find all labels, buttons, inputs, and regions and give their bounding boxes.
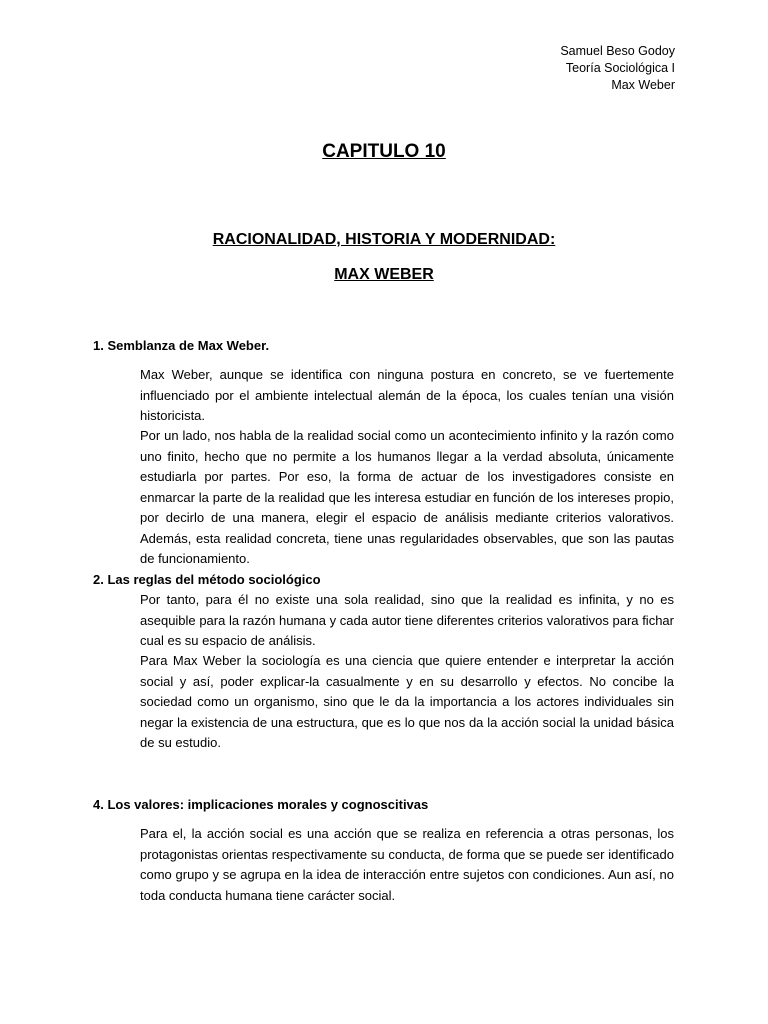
section-1-paragraph-1: Max Weber, aunque se identifica con ninguna postura en concreto, se ve fuertemente influenciado por el ambiente intelectual alemán de la época, los cuales tenían una visión historicista. (140, 367, 674, 423)
section-1-paragraph-2: Por un lado, nos habla de la realidad social como un acontecimiento infinito y la razón como uno finito, hecho que no permite a los humanos llegar a la verdad absoluta, únicamente estudiarla por partes. Por eso, la forma de actuar de los investigadores consiste en enmarcar la parte de la realidad que les interesa estudiar en función de los intereses propio, por decirlo de una manera, elegir el espacio de análisis mediante criterios valorativos. Además, esta realidad concreta, tiene unas regularidades observables, que son las pautas de funcionamiento. (140, 428, 674, 566)
document-subtitle: MAX WEBER (334, 266, 434, 283)
document-header (560, 43, 675, 94)
chapter-title: CAPITULO 10 (322, 141, 446, 162)
section-4-paragraph-1: Para el, la acción social es una acción que se realiza en referencia a otras personas, los protagonistas orientas respectivamente su conducta, de forma que se puede ser identificado como grupo y se agrupa en la idea de interacción entre sujetos con condiciones. Aun así, no toda conducta humana tiene carácter social. (140, 826, 674, 903)
course-name: Teoría Sociológica I (565, 61, 675, 75)
section-heading-4: 4. Los valores: implicaciones morales y cognoscitivas (93, 797, 429, 812)
section-2-paragraph-1: Por tanto, para él no existe una sola realidad, sino que la realidad es infinita, y no es asequible para la razón humana y cada autor tiene diferentes criterios valorativos para fichar cual es su espacio de análisis. (140, 592, 674, 648)
document-title: RACIONALIDAD, HISTORIA Y MODERNIDAD: (212, 231, 556, 248)
topic-name: Max Weber (611, 78, 675, 92)
section-2-paragraph-2: Para Max Weber la sociología es una ciencia que quiere entender e interpretar la acción social y así, poder explicar-la casualmente y en su desarrollo y efectos. No concibe la sociedad como un organismo, sino que le da la importancia a los actores individuales sin negar la existencia de una estructura, que es lo que nos da la acción social la unidad básica de su estudio. (140, 653, 674, 750)
section-heading-1: 1. Semblanza de Max Weber. (93, 338, 270, 353)
author-name: Samuel Beso Godoy (560, 44, 675, 58)
section-heading-2: 2. Las reglas del método sociológico (93, 572, 321, 587)
